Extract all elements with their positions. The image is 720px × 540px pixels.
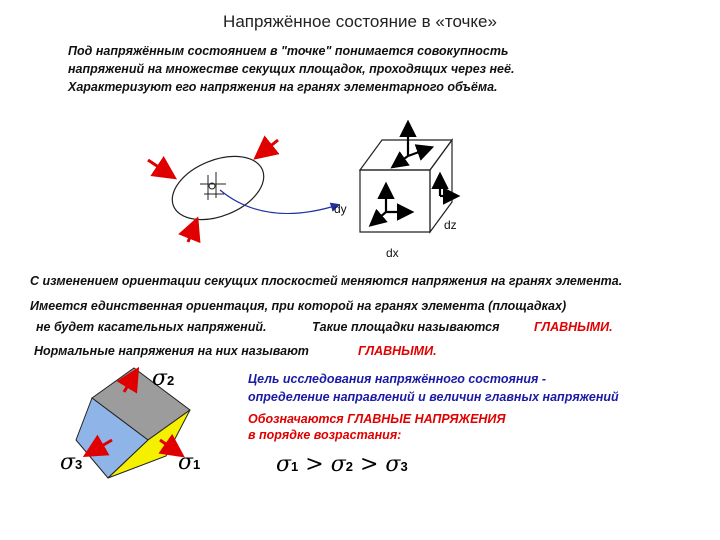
cube-stress-arrows xyxy=(372,124,456,224)
page-title: Напряжённое состояние в «точке» xyxy=(223,12,497,31)
para-line-4a: Нормальные напряжения на них называют xyxy=(34,344,309,358)
sigma-1-label: σ1 xyxy=(178,450,201,475)
force-arrow-2 xyxy=(258,140,278,156)
para-line-1: С изменением ориентации секущих плоскостей меняются напряжения на гранях элемента. xyxy=(30,274,623,288)
body-ellipse xyxy=(163,144,273,232)
goal-line-2: определение направлений и величин главных напряжений xyxy=(248,390,619,404)
para-line-3a: не будет касательных напряжений. xyxy=(36,320,267,334)
intro-line-1: Под напряжённым состоянием в "точке" понимается совокупность xyxy=(68,44,509,58)
sigma-3-label: σ3 xyxy=(60,450,83,475)
label-dy: dy xyxy=(334,202,347,216)
force-arrow-1 xyxy=(148,160,172,176)
para-line-3c: ГЛАВНЫМИ. xyxy=(534,320,613,334)
notation-line-2: в порядке возрастания: xyxy=(248,428,402,442)
para-line-3b: Такие площадки называются xyxy=(312,320,500,334)
intro-line-3: Характеризуют его напряжения на гранях элементарного объёма. xyxy=(68,80,498,94)
label-dz: dz xyxy=(444,218,457,232)
force-arrow-3 xyxy=(188,222,196,242)
para-line-4b: ГЛАВНЫМИ. xyxy=(358,344,437,358)
notation-line-1: Обозначаются ГЛАВНЫЕ НАПРЯЖЕНИЯ xyxy=(248,412,506,426)
intro-line-2: напряжений на множестве секущих площадок, проходящих через неё. xyxy=(68,62,515,76)
principal-order-inequality: σ1 > σ2 > σ3 xyxy=(276,452,408,477)
element-cube xyxy=(360,140,452,232)
label-dx: dx xyxy=(386,246,399,260)
goal-line-1: Цель исследования напряжённого состояния - xyxy=(248,372,547,386)
para-line-2: Имеется единственная ориентация, при которой на гранях элемента (площадках) xyxy=(30,299,567,313)
sigma-2-label: σ2 xyxy=(152,366,175,391)
point-cross xyxy=(200,172,226,200)
